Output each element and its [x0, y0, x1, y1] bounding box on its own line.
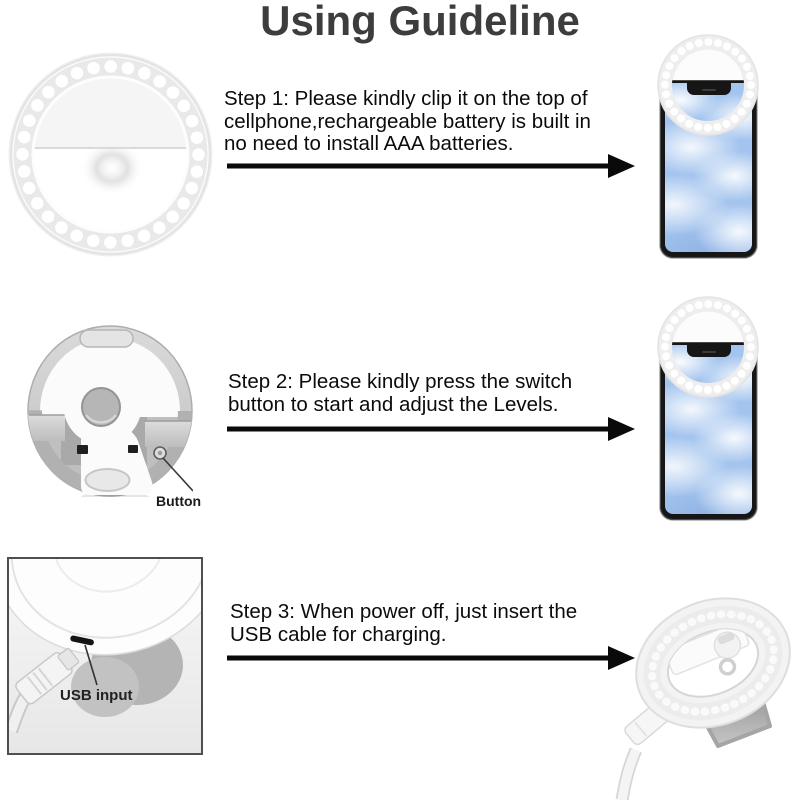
usb-input-label: USB input — [60, 687, 133, 704]
clip-hole — [82, 388, 120, 426]
usb-port-photo-frame — [7, 557, 203, 755]
ring-light-with-cable-image — [600, 578, 800, 800]
step-3-text: Step 3: When power off, just insert the USB cable for charging. — [230, 600, 578, 646]
arrow-right-icon — [226, 415, 636, 443]
ring-light-back-image — [27, 325, 193, 497]
step-1-text: Step 1: Please kindly clip it on the top of cellphone,rechargeable battery is built in no need to install AAA batteries. — [224, 87, 591, 155]
button-callout-label: Button — [156, 493, 202, 509]
step-2-text: Step 2: Please kindly press the switch button to start and adjust the Levels. — [228, 370, 573, 416]
power-button-dot — [158, 451, 163, 456]
contact-left — [77, 445, 88, 454]
contact-right — [128, 445, 138, 453]
top-tab — [80, 330, 133, 347]
usb-port-photo — [9, 559, 201, 753]
ring-light-clipped-on-phone-image — [656, 295, 760, 399]
center-recess — [81, 141, 143, 195]
ring-light-clipped-on-phone-image — [656, 33, 760, 137]
button-callout-line — [163, 458, 193, 491]
arrow-right-icon — [226, 644, 636, 672]
bottom-indent — [86, 469, 130, 491]
ring-light-front-image — [8, 52, 213, 257]
page-title: Using Guideline — [260, 0, 580, 44]
arrow-right-icon — [226, 152, 636, 180]
